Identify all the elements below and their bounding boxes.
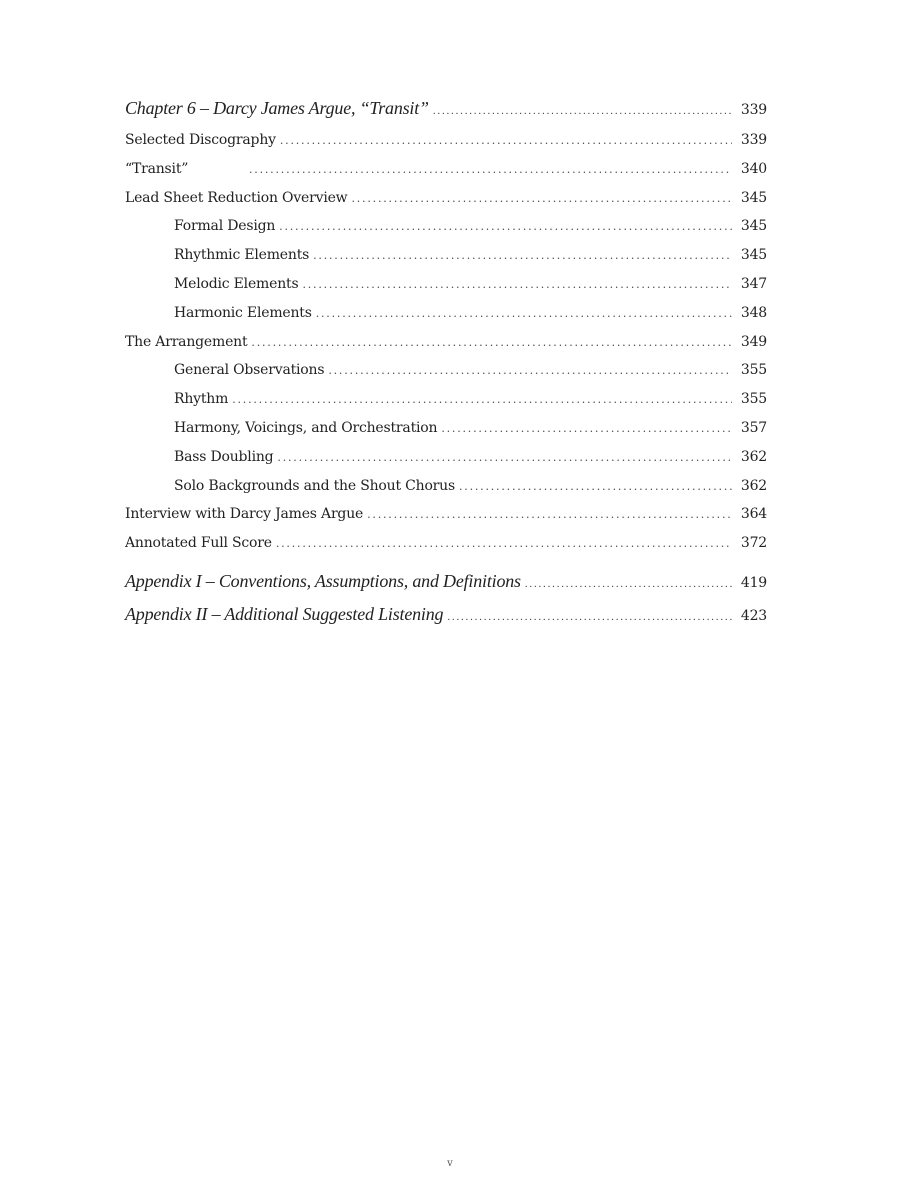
toc-entry-transit[interactable]	[125, 160, 767, 179]
table-of-contents	[125, 96, 767, 635]
toc-appendix-2[interactable]	[125, 602, 767, 629]
dot-leader	[302, 276, 732, 294]
dot-leader	[277, 449, 732, 467]
toc-entry-page: 362	[740, 477, 767, 494]
toc-entry-interview[interactable]	[125, 505, 767, 524]
dot-leader	[459, 478, 732, 496]
toc-entry-formal-design[interactable]	[125, 217, 767, 236]
toc-entry-page: 345	[740, 218, 767, 235]
dot-leader	[328, 362, 732, 380]
dot-leader	[251, 334, 732, 352]
dot-leader	[279, 218, 732, 236]
dot-leader	[249, 161, 732, 179]
toc-entry-solo-backgrounds-shout-chorus[interactable]	[125, 477, 767, 496]
page-number: v	[447, 1158, 453, 1169]
dot-leader	[280, 132, 732, 150]
toc-entry-page: 355	[740, 362, 767, 379]
toc-entry-title: Rhythmic Elements	[174, 247, 310, 264]
toc-entry-title: Bass Doubling	[174, 448, 274, 465]
toc-entry-title: “Transit”	[125, 160, 189, 177]
dot-leader	[276, 535, 732, 553]
toc-entry-title: The Arrangement	[125, 333, 248, 350]
toc-entry-page: 349	[740, 333, 767, 350]
dot-leader	[433, 99, 732, 123]
toc-entry-title: Appendix II – Additional Suggested Listening	[125, 604, 444, 625]
toc-entry-page: 372	[740, 535, 767, 552]
toc-entry-page: 339	[740, 102, 767, 118]
dot-leader	[351, 190, 732, 208]
toc-entry-page: 364	[740, 506, 767, 523]
toc-appendix-1[interactable]	[125, 569, 767, 596]
toc-entry-title: Rhythm	[174, 391, 229, 408]
dot-leader	[525, 572, 732, 596]
toc-entry-rhythm[interactable]	[125, 390, 767, 409]
dot-leader	[447, 605, 732, 629]
toc-entry-bass-doubling[interactable]	[125, 448, 767, 467]
dot-leader	[441, 420, 732, 438]
toc-entry-title: General Observations	[174, 362, 325, 379]
toc-entry-page: 423	[740, 608, 767, 625]
toc-entry-page: 345	[740, 189, 767, 206]
toc-entry-the-arrangement[interactable]	[125, 333, 767, 352]
dot-leader	[232, 391, 732, 409]
toc-entry-selected-discography[interactable]	[125, 131, 767, 150]
toc-entry-annotated-full-score[interactable]	[125, 534, 767, 553]
toc-entry-general-observations[interactable]	[125, 361, 767, 380]
toc-entry-page: 340	[740, 160, 767, 177]
toc-entry-page: 339	[740, 132, 767, 148]
dot-leader	[316, 305, 732, 323]
toc-entry-title: Solo Backgrounds and the Shout Chorus	[174, 477, 455, 494]
toc-entry-harmony-voicings-orchestration[interactable]	[125, 419, 767, 438]
toc-entry-title: Annotated Full Score	[125, 535, 272, 552]
toc-entry-title: Harmony, Voicings, and Orchestration	[174, 419, 438, 436]
dot-leader	[313, 247, 732, 265]
toc-entry-title: Harmonic Elements	[174, 304, 312, 321]
toc-entry-page: 419	[740, 575, 767, 592]
toc-entry-rhythmic-elements[interactable]	[125, 246, 767, 265]
toc-entry-harmonic-elements[interactable]	[125, 304, 767, 323]
toc-entry-melodic-elements[interactable]	[125, 275, 767, 294]
toc-entry-page: 348	[740, 304, 767, 321]
toc-entry-title: Chapter 6 – Darcy James Argue, “Transit”	[125, 98, 429, 118]
toc-entry-title: Melodic Elements	[174, 275, 299, 292]
toc-entry-title: Formal Design	[174, 218, 276, 235]
dot-leader	[367, 506, 732, 524]
toc-entry-title: Interview with Darcy James Argue	[125, 506, 364, 523]
toc-entry-lead-sheet-reduction-overview[interactable]	[125, 189, 767, 208]
toc-entry-page: 362	[740, 448, 767, 465]
toc-entry-page: 345	[740, 247, 767, 264]
toc-entry-title: Selected Discography	[125, 132, 276, 148]
toc-entry-page: 347	[740, 275, 767, 292]
toc-entry-page: 355	[740, 391, 767, 408]
toc-entry-title: Appendix I – Conventions, Assumptions, and Definitions	[125, 571, 521, 592]
toc-chapter-6[interactable]	[125, 96, 767, 123]
toc-entry-title: Lead Sheet Reduction Overview	[125, 189, 348, 206]
toc-entry-page: 357	[740, 419, 767, 436]
